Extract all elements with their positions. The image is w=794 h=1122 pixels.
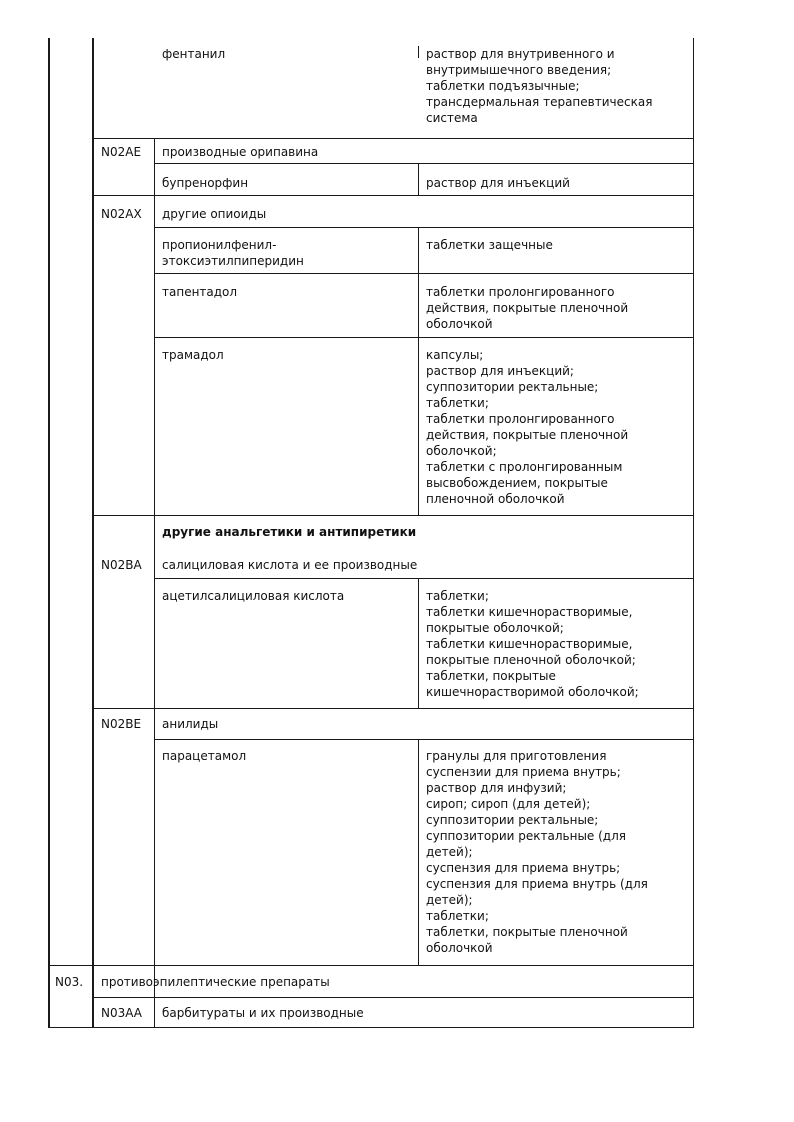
atc-code: N02AE — [101, 145, 142, 159]
row-rule — [92, 515, 694, 516]
row-rule — [92, 997, 694, 998]
row-rule — [154, 578, 694, 579]
row-rule — [154, 273, 694, 274]
row-rule — [154, 163, 694, 164]
drug-name: трамадол — [162, 348, 224, 362]
atc-group: анилиды — [162, 717, 219, 731]
row-rule — [154, 227, 694, 228]
atc-group: противоэпилептические препараты — [101, 975, 330, 989]
column-separator-forms — [418, 739, 419, 965]
drug-name: пропионилфенил- этоксиэтилпиперидин — [162, 238, 304, 268]
row-rule — [92, 195, 694, 196]
atc-group: производные орипавина — [162, 145, 319, 159]
table-border-bottom — [48, 1027, 694, 1028]
column-separator-forms — [418, 227, 419, 515]
column-separator-forms — [418, 46, 419, 58]
row-rule — [92, 138, 694, 139]
section-subheading: другие анальгетики и антипиретики — [162, 525, 417, 539]
atc-code: N02AX — [101, 207, 142, 221]
row-rule — [48, 965, 694, 966]
table-border-left — [48, 38, 50, 1028]
dosage-forms: раствор для внутривенного и внутримышечного введения; таблетки подъязычные; трансдермальная терапевтическая система — [426, 47, 653, 125]
row-rule — [92, 708, 694, 709]
dosage-forms: таблетки пролонгированного действия, покрытые пленочной оболочкой — [426, 285, 629, 331]
atc-group: барбитураты и их производные — [162, 1006, 364, 1020]
row-rule — [154, 337, 694, 338]
dosage-forms: гранулы для приготовления суспензии для приема внутрь; раствор для инфузий; сироп; сироп (для детей); суппозитории ректальные; суппозитории ректальные (для детей); суспензия для приема внутрь; суспензия для приема внутрь (для детей); таблетки; таблетки, покрытые пленочной оболочкой — [426, 749, 648, 955]
column-separator-forms — [418, 163, 419, 195]
atc-group: салициловая кислота и ее производные — [162, 558, 418, 572]
dosage-forms: таблетки защечные — [426, 238, 553, 252]
column-separator-name — [154, 138, 155, 1028]
drug-name: фентанил — [162, 47, 226, 61]
dosage-forms: таблетки; таблетки кишечнорастворимые, покрытые оболочкой; таблетки кишечнорастворимые, покрытые пленочной оболочкой; таблетки, покрытые кишечнорастворимой оболочкой; — [426, 589, 639, 699]
table-border-right — [693, 38, 694, 1028]
dosage-forms: капсулы; раствор для инъекций; суппозитории ректальные; таблетки; таблетки пролонгированного действия, покрытые пленочной оболочкой; таблетки с пролонгированным высвобождением, покрытые пленочной оболочкой — [426, 348, 629, 506]
column-separator-forms — [418, 578, 419, 708]
dosage-forms: раствор для инъекций — [426, 176, 570, 190]
atc-code: N03. — [55, 975, 84, 989]
atc-code: N03AA — [101, 1006, 142, 1020]
column-separator-code — [92, 38, 94, 1028]
drug-name: бупренорфин — [162, 176, 249, 190]
drug-name: парацетамол — [162, 749, 247, 763]
drug-name: ацетилсалициловая кислота — [162, 589, 345, 603]
row-rule — [154, 739, 694, 740]
atc-group: другие опиоиды — [162, 207, 267, 221]
drug-name: тапентадол — [162, 285, 238, 299]
atc-code: N02BA — [101, 558, 142, 572]
atc-code: N02BE — [101, 717, 142, 731]
